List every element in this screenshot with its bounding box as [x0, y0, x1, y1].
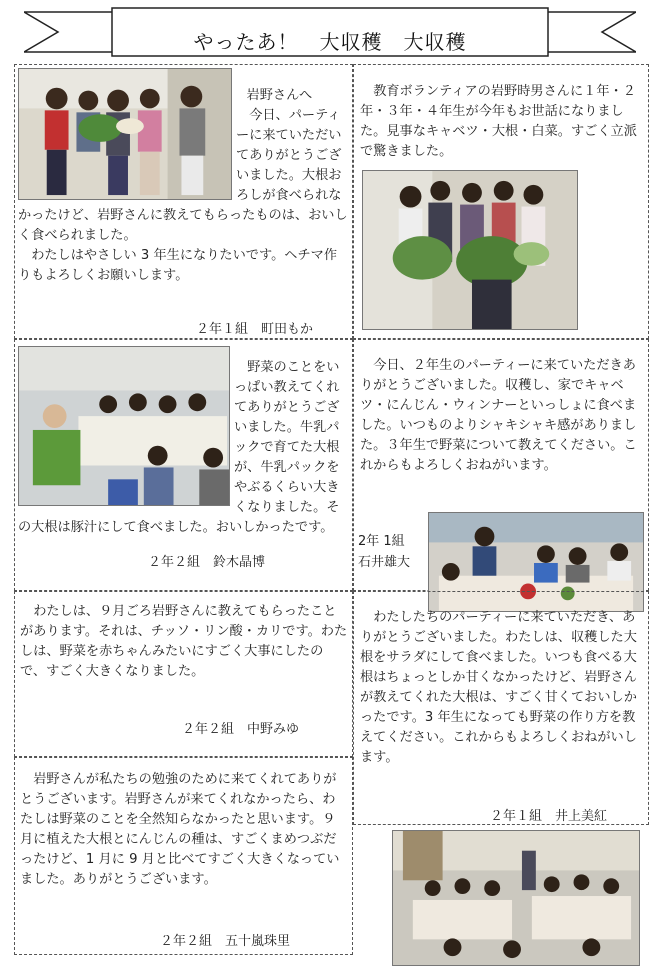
letter-text-inoue: わたしたちのパーティーに来ていただき、ありがとうございました。わたしは、収穫した大根をサラダにして食べました。いつも食べる大根はちょっとしか甘くなかったけど、岩野さんが教えてくれた大根は、すごく甘くておいしかったです。3 年生になっても野菜の作り方を教えてください。これからもよろしくおねがいします。	[360, 610, 637, 765]
photo-classroom-overview	[392, 830, 640, 966]
signature-ishii-name: 石井雄大	[358, 555, 411, 570]
letter-text-machida: 岩野さんへ	[246, 88, 313, 103]
page-title: やったあ！ 大収穫 大収穫	[193, 30, 467, 54]
signature-igarashi: ２年２組 五十嵐珠里	[160, 934, 291, 949]
signature-inoue: ２年１組 井上美紅	[490, 809, 608, 824]
signature-nakano: ２年２組 中野みゆ	[182, 722, 300, 737]
intro-text: 教育ボランティアの岩野時男さんに１年・２年・３年・４年生が今年もお世話になりました。見事なキャベツ・大根・白菜。すごく立派で驚きました。	[360, 84, 637, 159]
photo-children-holding-cabbage	[362, 170, 578, 330]
letter-text-suzuki: 野菜のことをいっぱい教えてくれてありがとうございました。牛乳パックで育てた大根が、牛乳パックをやぶるくらい大きくなりました。その大根は豚汁にして食べました。おいしかったです。	[18, 360, 340, 535]
signature-machida: ２年１組 町田もか	[196, 322, 314, 337]
letter-text-ishii: 今日、２年生のパーティーに来ていただきありがとうございました。収穫し、家でキャベツ・にんじん・ウィンナーといっしょに食べました。いつものよりシャキシャキ感がありました。３年生で野菜について教えてください。これからもよろしくおねがいます。	[360, 358, 637, 473]
signature-ishii-class: 2年 1組	[358, 534, 405, 549]
letter-text-nakano: わたしは、９月ごろ岩野さんに教えてもらったことがあります。それは、チッソ・リン酸・カリです。わたしは、野菜を赤ちゃんみたいにすごく大事にしたので、すごく大きくなりました。	[20, 604, 348, 679]
signature-suzuki: ２年２組 鈴木晶博	[148, 555, 266, 570]
letter-text-igarashi: 岩野さんが私たちの勉強のために来てくれてありがとうございます。岩野さんが来てくれなかったら、わたしは野菜のことを全然知らなかったと思います。９月に植えた大根とにんじんの種は、すごくまめつぶだったけど、1 月に 9 月と比べてすごく大きくなっていました。ありがとうございます。	[20, 772, 340, 887]
title-banner	[24, 6, 636, 60]
letter-body-machida: 今日、パーティーに来ていただいてありがとうございました。大根おろしが食べられなかったけど、岩野さんに教えてもらったものは、おいしく食べられました。 わたしはやさしい 3 年生になりたいです。ヘチマ作りもよろしくお願いします。	[18, 108, 348, 283]
